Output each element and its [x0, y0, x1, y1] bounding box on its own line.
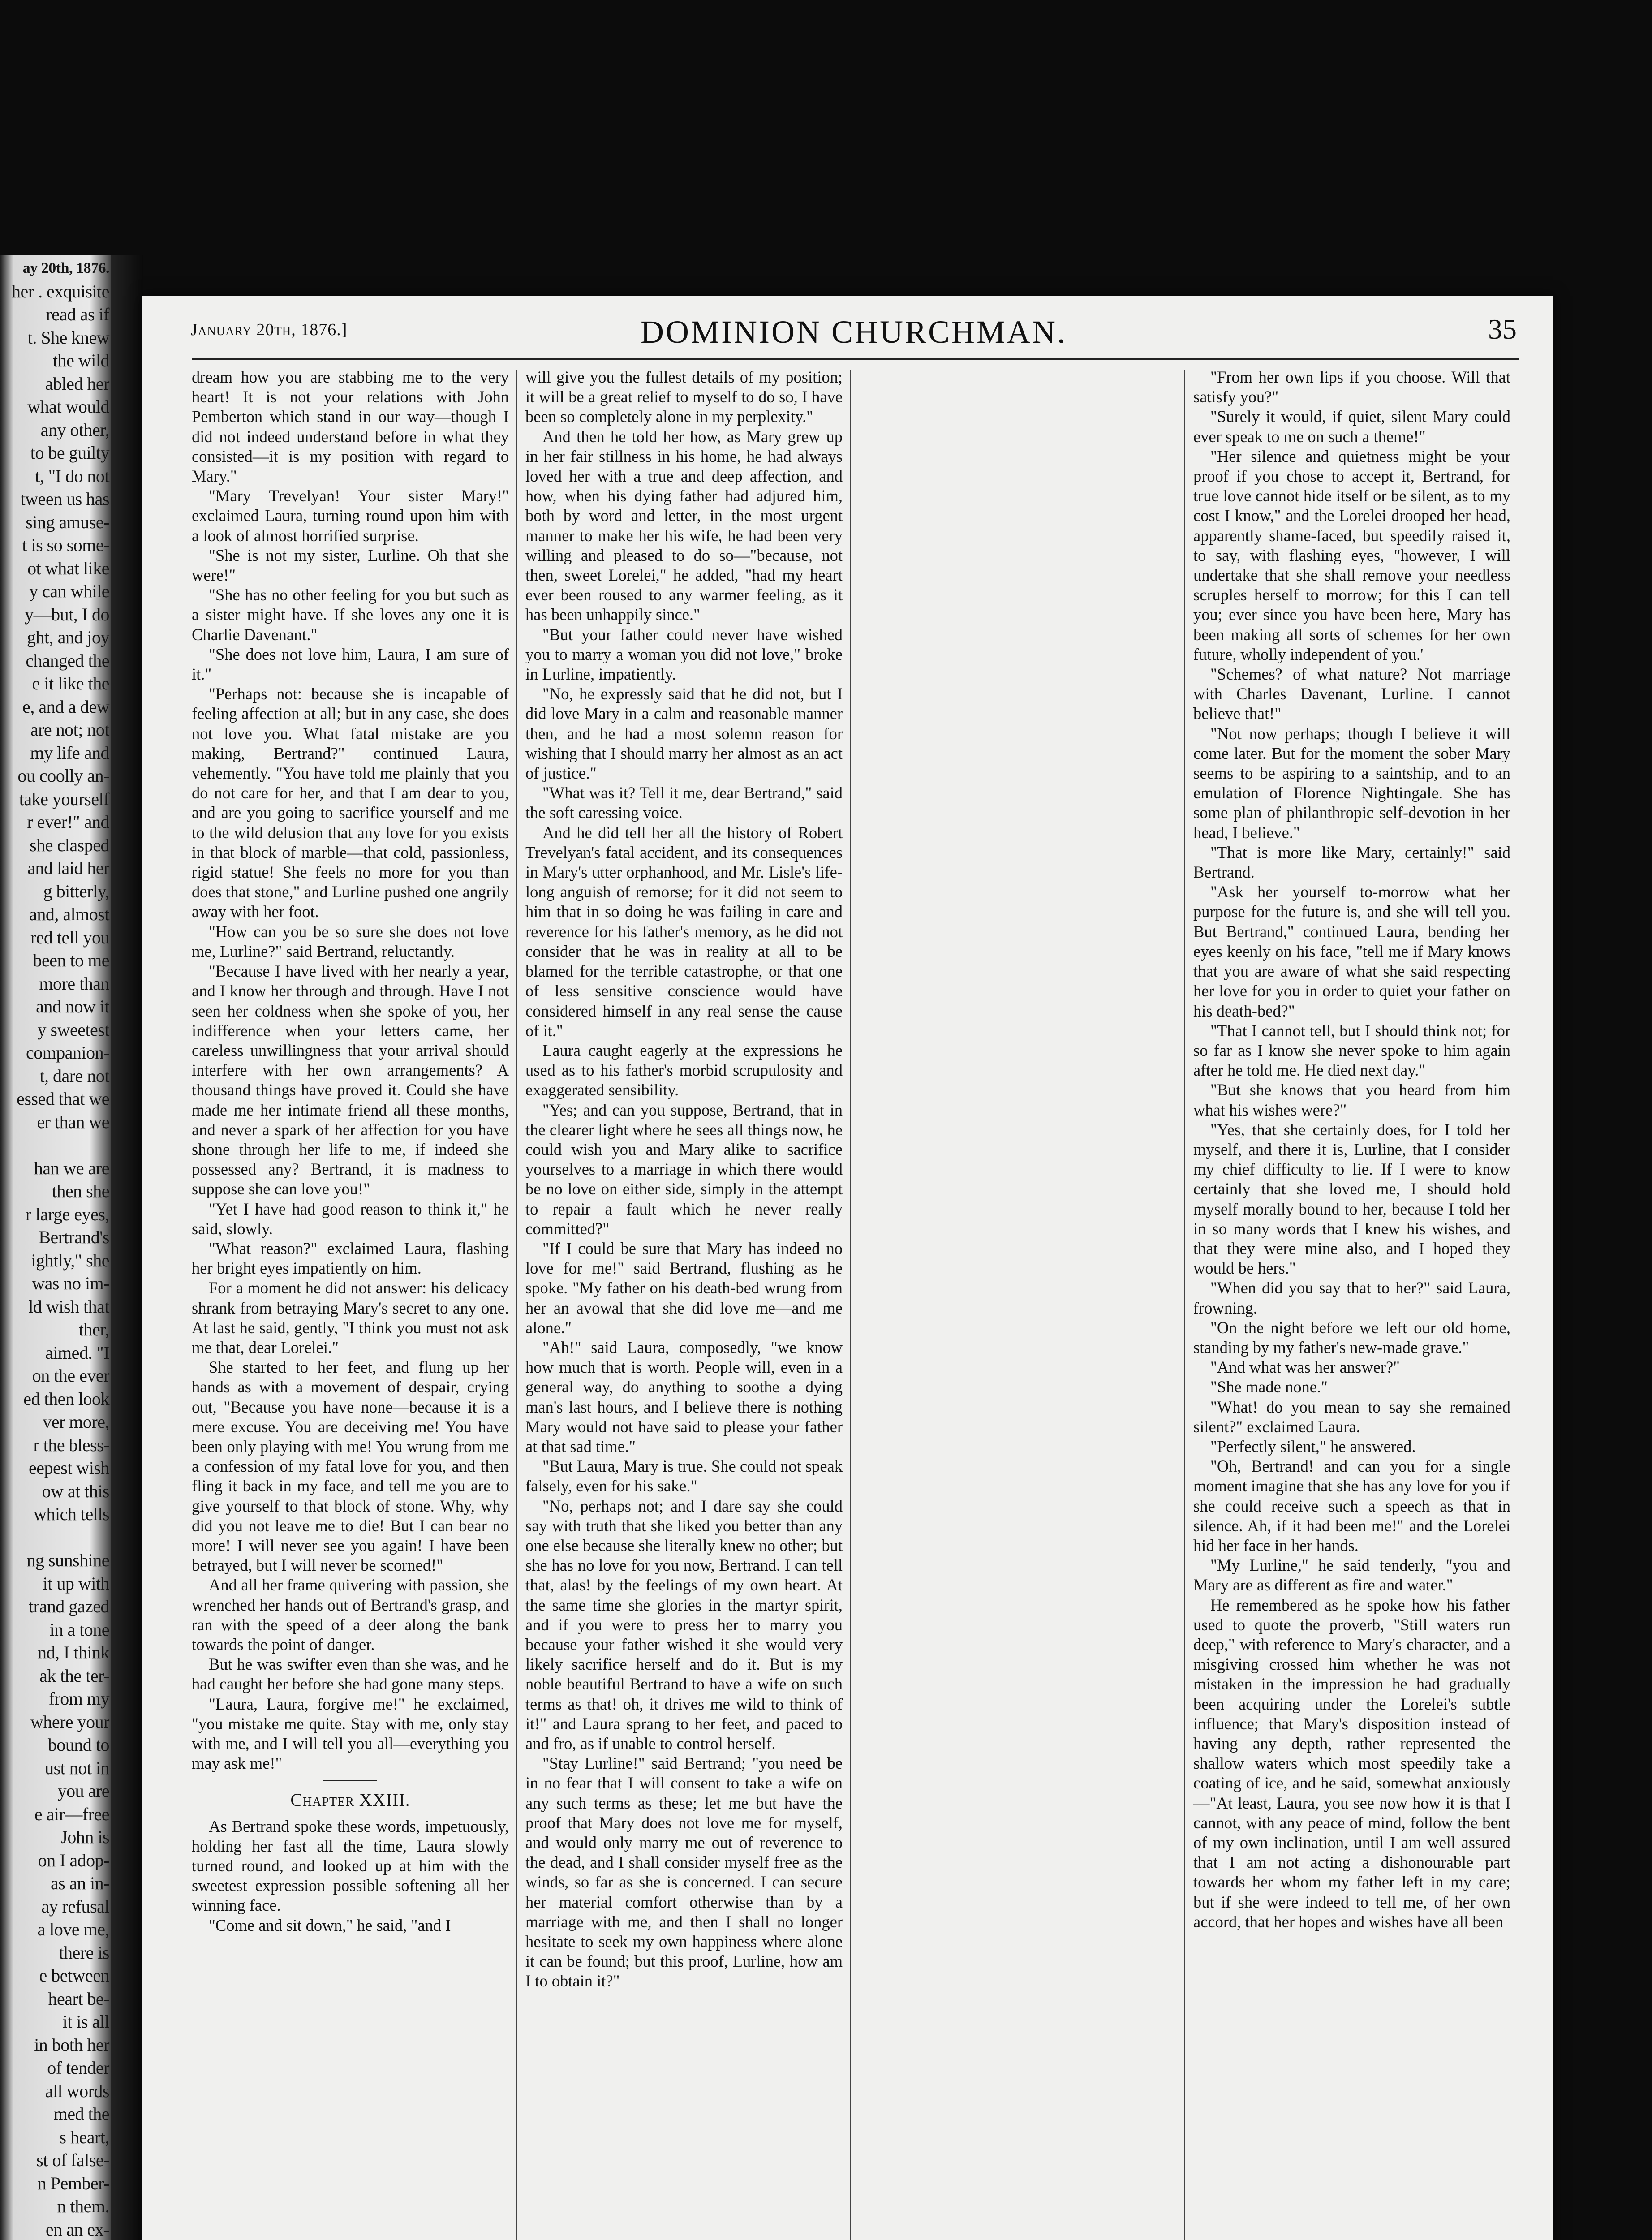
facing-page-line: n them.: [57, 2196, 109, 2216]
paragraph: And then he told her how, as Mary grew up in her fair stillness in his home, he had always loved her with a true and deep affection, and how, when his dying father had adjured him, both by word and letter, in the most urgent manner to make her his wife, he had been very willing and pleased to do so—"because, not then, sweet Lorelei," he added, "had my heart ever been roused to any warmer feeling, as it has been unhappily since.": [525, 427, 843, 624]
facing-page-line: ot what like: [27, 558, 109, 578]
issue-date: January 20th, 1876.]: [191, 320, 348, 339]
paragraph: "Yet I have had good reason to think it," he said, slowly.: [192, 1199, 509, 1238]
paragraph: "My Lurline," he said tenderly, "you and Mary are as different as fire and water.": [1193, 1556, 1510, 1594]
facing-page-line: e, and a dew: [22, 696, 109, 717]
paragraph: "From her own lips if you choose. Will that satisfy you?": [1193, 368, 1510, 406]
paragraph: But he was swifter even than she was, and he had caught her before she had gone many steps.: [192, 1655, 509, 1693]
paragraph: "Yes; and can you suppose, Bertrand, that in the clearer light where he sees all things now, he could wish you and Mary alike to sacrifice yourselves to a marriage in which there would be no love on either side, simply in the attempt to repair a fault which he never really committed?": [525, 1100, 843, 1238]
column-2-paragraphs: [525, 367, 843, 1991]
facing-page-line: she clasped: [30, 835, 109, 855]
facing-page-line: med the: [53, 2104, 109, 2124]
paragraph: "That is more like Mary, certainly!" said Bertrand.: [1193, 843, 1510, 882]
paragraph: And he did tell her all the history of Robert Trevelyan's fatal accident, and its consequences in Mary's utter orphanhood, and Mr. Lisle's life-long anguish of remorse; for it did not seem to him that in so doing he was failing in care and reverence for his father's memory, as he did not consider that he was in reality at all to be blamed for the terrible catastrophe, or that one of less sensitive conscience would have considered himself in any real sense the cause of it.": [525, 823, 843, 1040]
facing-page-line: all words: [45, 2081, 109, 2101]
paragraph: "What reason?" exclaimed Laura, flashing her bright eyes impatiently on him.: [192, 1239, 509, 1278]
facing-page-line: n Pember-: [37, 2173, 109, 2193]
facing-page-line: been to me: [33, 950, 109, 970]
header-rule: [192, 358, 1519, 360]
facing-page-line: ust not in: [45, 1758, 109, 1778]
facing-page-line: take yourself: [19, 788, 109, 809]
facing-page-line: t is so some-: [22, 535, 109, 555]
text-column-3: [1193, 367, 1510, 2240]
facing-page-line: of tender: [47, 2058, 109, 2078]
paragraph: "Surely it would, if quiet, silent Mary could ever speak to me on such a theme!": [1193, 407, 1510, 446]
paragraph: "But your father could never have wished you to marry a woman you did not love," broke in Lurline, impatiently.: [525, 625, 843, 684]
facing-page-line: heart be-: [48, 1988, 109, 2009]
facing-page-line: in both her: [34, 2034, 109, 2055]
publication-title: DOMINION CHURCHMAN.: [640, 314, 1067, 350]
facing-page-line: t, "I do not: [35, 465, 109, 486]
paragraph: She started to her feet, and flung up her hands as with a movement of despair, crying out, "Because you have none—because it is a mere excuse. You are deceiving me! You have been only playing with me! You wrung from me a confession of my fatal love for you, and then fling it back in my face, and tell me you are to give yourself to that block of stone. Why, why did you not leave me to die! But I can bear no more! I will never see you again! I have been betrayed, but I will never be scorned!": [192, 1358, 509, 1575]
column-divider: [1184, 370, 1185, 2240]
facing-page-line: st of false-: [36, 2150, 109, 2170]
facing-page-line: the wild: [53, 350, 109, 370]
facing-page-line: bound to: [47, 1735, 109, 1755]
facing-page-line: y can while: [29, 581, 109, 601]
chapter-heading: Chapter XXIII.: [290, 1790, 410, 1810]
paragraph: "What was it? Tell it me, dear Bertrand," said the soft caressing voice.: [525, 784, 843, 822]
facing-page-line: trand gazed: [29, 1596, 109, 1616]
facing-page-line: ver more,: [43, 1412, 109, 1432]
facing-page-header: ay 20th, 1876.: [22, 260, 109, 276]
paragraph: "If I could be sure that Mary has indeed no love for me!" said Bertrand, flushing as he spoke. "My father on his death-bed wrung from her an avowal that she did love me—and me alone.": [525, 1239, 843, 1337]
facing-page-line: to be guilty: [30, 443, 109, 463]
facing-page-line: and now it: [36, 996, 109, 1017]
facing-page-line: s heart,: [59, 2127, 109, 2147]
column-1-paragraphs: [192, 367, 509, 1773]
paragraph: "Schemes? of what nature? Not marriage with Charles Davenant, Lurline. I cannot believe that!": [1193, 665, 1510, 723]
facing-page-line: any other,: [40, 419, 109, 440]
column-1-chapter-paragraphs: [192, 1817, 509, 1935]
facing-page-line: ow at this: [42, 1481, 109, 1501]
facing-page-line: it up with: [43, 1573, 109, 1594]
facing-page-line: and, almost: [29, 904, 109, 924]
facing-page-line: more than: [39, 973, 109, 994]
facing-page-line: then she: [52, 1181, 109, 1201]
paragraph: will give you the fullest details of my position; it will be a great relief to myself to do so, I have been so completely alone in my perplexity.": [525, 368, 843, 426]
facing-page-line: ng sunshine: [26, 1550, 109, 1570]
paragraph: "No, he expressly said that he did not, but I did love Mary in a calm and reasonable manner then, and he had a most solemn reason for wishing that I should marry her almost as an act of justice.": [525, 685, 843, 783]
facing-page-line: ay refusal: [41, 1896, 109, 1917]
paragraph: "She is not my sister, Lurline. Oh that she were!": [192, 546, 509, 585]
facing-page-line: from my: [48, 1689, 109, 1709]
facing-page-line: and laid her: [27, 858, 109, 878]
paragraph: As Bertrand spoke these words, impetuously, holding her fast all the time, Laura slowly turned round, and looked up at him with the sweetest expression possible softening all her winning face.: [192, 1817, 509, 1915]
paragraph: "She has no other feeling for you but such as a sister might have. If she loves any one it is Charlie Davenant.": [192, 586, 509, 644]
facing-page-line: was no im-: [32, 1273, 109, 1293]
chapter-rule: [323, 1780, 377, 1781]
paragraph: "Perhaps not: because she is incapable of feeling affection at all; but in any case, she does not love you. What fatal mistake are you making, Bertrand?" continued Laura, vehemently. "You have told me plainly that you do not care for her, and that I am dear to you, and are you going to sacrifice yourself and me to the wild delusion that any love for you exists in that block of marble—that cold, passionless, rigid statue! She feels no more for you than does that stone," and Lurline pushed one angrily away with her foot.: [192, 685, 509, 921]
paragraph: "What! do you mean to say she remained silent?" exclaimed Laura.: [1193, 1397, 1510, 1436]
paragraph: "That I cannot tell, but I should think not; for so far as I know she never spoke to him again after he told me. He died next day.": [1193, 1021, 1510, 1080]
facing-page-line: which tells: [34, 1504, 109, 1524]
facing-page-line: y—but, I do: [25, 604, 109, 625]
facing-page-line: e between: [39, 1965, 109, 1986]
facing-page-line: a love me,: [37, 1919, 109, 1939]
paragraph: "She does not love him, Laura, I am sure of it.": [192, 645, 509, 684]
facing-page-line: on the ever: [32, 1366, 109, 1386]
paragraph: "Oh, Bertrand! and can you for a single moment imagine that she has any love for you if she could receive such a speech as that in silence. Ah, if it had been me!" and the Lorelei hid her face in her hands.: [1193, 1457, 1510, 1555]
facing-page-line: it is all: [62, 2012, 109, 2032]
facing-page-line: companion-: [26, 1042, 109, 1063]
facing-page-line: t. She knew: [27, 327, 109, 348]
facing-page-edge: [0, 255, 112, 2240]
facing-page-line: ed then look: [23, 1388, 109, 1409]
newspaper-page: [142, 296, 1553, 2240]
facing-page-line: changed the: [26, 650, 109, 671]
text-column-1: [192, 367, 509, 2240]
column-divider: [516, 370, 517, 2240]
facing-page-line: r large eyes,: [25, 1204, 109, 1224]
facing-page-line: ther,: [78, 1319, 109, 1340]
facing-page-line: in a tone: [49, 1619, 109, 1640]
column-divider: [850, 370, 851, 2240]
paragraph: "Mary Trevelyan! Your sister Mary!" exclaimed Laura, turning round upon him with a look of almost horrified surprise.: [192, 487, 509, 545]
facing-page-line: essed that we: [17, 1089, 109, 1109]
facing-page-line: where your: [30, 1711, 109, 1732]
paragraph: "No, perhaps not; and I dare say she could say with truth that she liked you better than any one else because she literally knew no other; but she has no love for you now, Bertrand. I can tell that, alas! by the feelings of my own heart. At the same time she glories in the martyr spirit, and if you were to press her to marry you because your father wished it she would very likely sacrifice herself and do it. But is my noble beautiful Bertrand to have a wife on such terms as that! oh, it drives me wild to think of it!" and Laura sprang to her feet, and paced to and fro, as if unable to control herself.: [525, 1496, 843, 1753]
book-gutter: [111, 255, 143, 2240]
paragraph: And all her frame quivering with passion, she wrenched her hands out of Bertrand's grasp, and ran with the speed of a deer along the bank towards the point of danger.: [192, 1576, 509, 1654]
facing-page-line: nd, I think: [37, 1642, 109, 1663]
facing-page-line: Bertrand's: [39, 1227, 109, 1247]
paragraph: dream how you are stabbing me to the very heart! It is not your relations with John Pemberton which stand in our way—though I did not indeed understand before in what they consisted—it is my position with regard to Mary.": [192, 368, 509, 486]
paragraph: "Perfectly silent," he answered.: [1210, 1437, 1416, 1456]
paragraph: "On the night before we left our old home, standing by my father's new-made grave.": [1193, 1318, 1510, 1357]
facing-page-line: ak the ter-: [39, 1665, 109, 1686]
facing-page-line: read as if: [46, 304, 109, 324]
facing-page-line: r ever!" and: [27, 812, 109, 832]
facing-page-line: ightly," she: [31, 1250, 109, 1271]
paragraph: "Ah!" said Laura, composedly, "we know how much that is worth. People will, even in a general way, do anything to soothe a dying man's last hours, and I believe there is nothing Mary would not have said to please your father at that sad time.": [525, 1338, 843, 1456]
facing-page-line: r the bless-: [33, 1434, 109, 1455]
facing-page-line: my life and: [30, 742, 109, 763]
paragraph: Laura caught eagerly at the expressions he used as to his father's morbid scrupulosity and exaggerated sensibility.: [525, 1041, 843, 1099]
facing-page-line: er than we: [37, 1111, 109, 1132]
paragraph: "Yes, that she certainly does, for I told her myself, and there it is, Lurline, that I consider my chief difficulty to lie. If I were to know certainly that she loved me, I should hold myself morally bound to her, because I told her in so many words that I knew his wishes, and that they were mine also, and I hoped they would be hers.": [1193, 1120, 1510, 1278]
facing-page-line: abled her: [45, 373, 109, 394]
facing-page-line: ght, and joy: [27, 627, 109, 647]
paragraph: He remembered as he spoke how his father used to quote the proverb, "Still waters run deep," with reference to Mary's character, and a misgiving crossed him whether he was not mistaken in the impression he had gradually been acquiring under the Lorelei's subtle influence; that Mary's disposition instead of having any depth, rather represented the shallow waters which most speedily take a coating of ice, and he said, somewhat anxiously—"At least, Laura, you see now how it is that I cannot, with any peace of mind, follow the bent of my own inclination, until I am well assured that I am not acting a dishonourable part towards her whom my father left in my care; but if she were indeed to tell me, of her own accord, that her hopes and wishes have all been: [1193, 1595, 1510, 1931]
facing-page-line: en an ex-: [45, 2219, 109, 2240]
facing-page-line: t, dare not: [39, 1065, 109, 1086]
page-number: 35: [1488, 313, 1517, 345]
facing-page-line: g bitterly,: [43, 881, 109, 901]
facing-page-line: aimed. "I: [45, 1342, 109, 1363]
facing-page-line: on I adop-: [38, 1850, 109, 1870]
paragraph: "And what was her answer?": [1210, 1358, 1400, 1377]
facing-page-line: what would: [27, 396, 109, 417]
facing-page-line: John is: [60, 1827, 109, 1847]
paragraph: "Because I have lived with her nearly a year, and I know her through and through. Have I not seen her coldness when she spoke of you, her indifference when your letters came, her careless unwillingness that your arrival should interfere with her own arrangements? A thousand things have proved it. Could she have made me her intimate friend all these months, and never a spark of her affection for you have shone through her life to me, if indeed she possessed any? Bertrand, it is madness to suppose she can love you!": [192, 962, 509, 1198]
paragraph: "When did you say that to her?" said Laura, frowning.: [1193, 1279, 1510, 1317]
facing-page-line: her . exquisite: [12, 281, 109, 302]
paragraph: "Come and sit down," he said, "and I: [209, 1916, 451, 1934]
facing-page-line: y sweetest: [37, 1019, 109, 1040]
facing-page-line: red tell you: [30, 927, 109, 948]
facing-page-line: you are: [57, 1781, 109, 1801]
paragraph: "How can you be so sure she does not love me, Lurline?" said Bertrand, reluctantly.: [192, 922, 509, 961]
paragraph: "But Laura, Mary is true. She could not speak falsely, even for his sake.": [525, 1457, 843, 1495]
paragraph: "Not now perhaps; though I believe it will come later. But for the moment the sober Mary seems to be aspiring to a saintship, and to an emulation of Florence Nightingale. She has some plan of philanthropic self-devotion in her head, I believe.": [1193, 724, 1510, 842]
paragraph: "Stay Lurline!" said Bertrand; "you need be in no fear that I will consent to take a wife on any such terms as these; let me but have the proof that Mary does not love me for myself, and would only marry me out of reverence to the dead, and I shall consider myself free as the winds, so far as she is concerned. I can secure her material comfort otherwise than by a marriage with me, and then I shall no longer hesitate to seek my own happiness where alone it can be found; but this proof, Lurline, how am I to obtain it?": [525, 1754, 843, 1990]
facing-page-line: eepest wish: [28, 1458, 109, 1478]
facing-page-line: han we are: [34, 1158, 109, 1178]
paragraph: "Laura, Laura, forgive me!" he exclaimed, "you mistake me quite. Stay with me, only stay with me, and I will tell you all—everything you may ask me!": [192, 1694, 509, 1773]
facing-page-line: sing amuse-: [26, 512, 109, 532]
column-3-paragraphs: [1193, 367, 1510, 1932]
paragraph: For a moment he did not answer: his delicacy shrank from betraying Mary's secret to any one. At last he said, gently, "I think you must not ask me that, dear Lorelei.": [192, 1279, 509, 1357]
paragraph: "But she knows that you heard from him what his wishes were?": [1193, 1081, 1510, 1119]
facing-page-line: e it like the: [32, 673, 109, 694]
paragraph: "Her silence and quietness might be your proof if you chose to accept it, Bertrand, for true love cannot hide itself or be silent, as to my cost I know," and the Lorelei drooped her head, apparently shame-faced, but speedily raised it, to say, with flashing eyes, "however, I will undertake that she shall remove your needless scruples herself to morrow; for this I can tell you; ever since you have been here, Mary has been making all sorts of schemes for her own future, wholly independent of you.': [1193, 447, 1510, 663]
facing-page-fragments: [0, 255, 112, 2240]
facing-page-line: as an in-: [50, 1873, 109, 1893]
facing-page-line: tween us has: [20, 489, 109, 509]
paragraph: "Ask her yourself to-morrow what her purpose for the future is, and she will tell you. But Bertrand," continued Laura, bending her eyes keenly on his face, "tell me if Mary knows that you are aware of what she said respecting her love for you in order to quiet your father on his death-bed?": [1193, 883, 1510, 1020]
paragraph: "She made none.": [1210, 1378, 1328, 1396]
facing-page-line: are not; not: [30, 719, 109, 740]
facing-page-line: there is: [59, 1942, 109, 1963]
facing-page-lines: [12, 281, 109, 2240]
masthead: [191, 296, 1517, 349]
facing-page-line: ld wish that: [28, 1296, 109, 1317]
facing-page-line: ou coolly an-: [17, 766, 109, 786]
facing-page-line: e air—free: [34, 1804, 109, 1824]
text-column-2: [525, 367, 843, 2240]
